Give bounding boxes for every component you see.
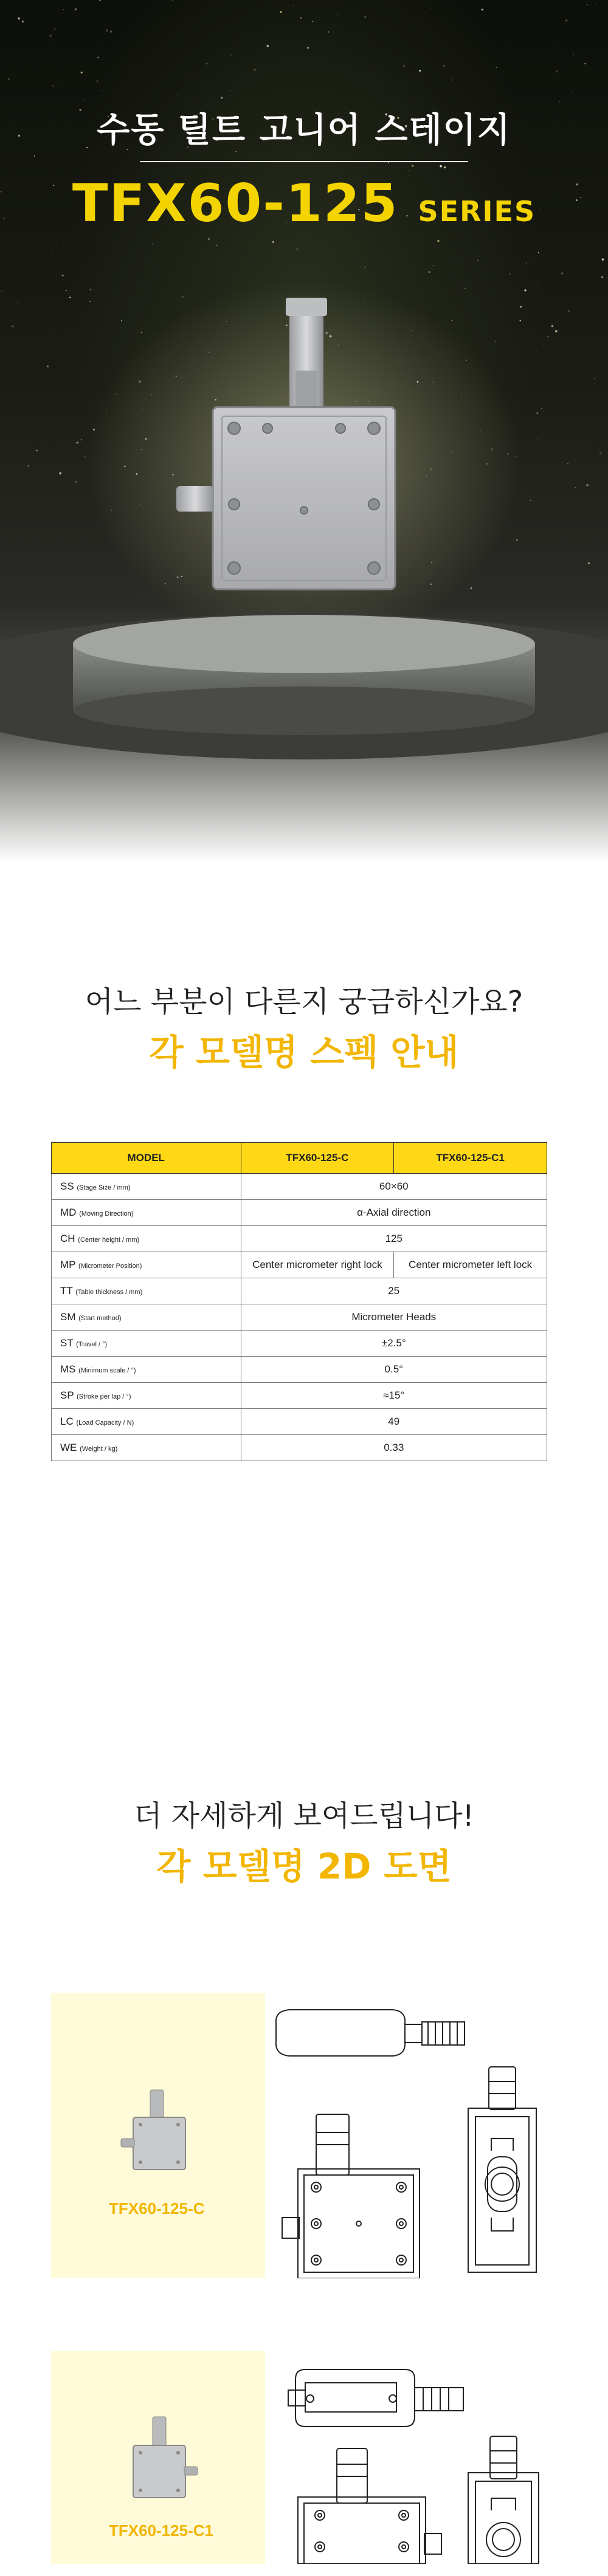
spec-desc: (Travel / °) (76, 1341, 108, 1348)
spec-row-we (52, 1435, 547, 1461)
spec-code: TT (60, 1285, 73, 1297)
spec-desc: (Moving Direction) (79, 1210, 134, 1218)
spec-row-md (52, 1200, 547, 1226)
spec-value: 49 (241, 1409, 547, 1435)
spec-label (52, 1174, 241, 1200)
spec-desc: (Load Capacity / N) (76, 1419, 134, 1427)
spec-row-ss (52, 1174, 547, 1200)
spec-label (52, 1383, 241, 1409)
hero-title: 수동 틸트 고니어 스테이지 (97, 111, 511, 150)
product-thumbnail-c (115, 2084, 206, 2187)
spec-code: ST (60, 1337, 74, 1349)
spec-label (52, 1435, 241, 1461)
spec-code: MS (60, 1363, 76, 1375)
spec-code: MD (60, 1207, 77, 1218)
hero-model-code: TFX60-125 (72, 173, 399, 234)
spec-row-lc (52, 1409, 547, 1435)
spec-label (52, 1304, 241, 1331)
spec-desc: (Weight / kg) (80, 1445, 118, 1453)
spec-value: ≈15° (241, 1383, 547, 1409)
model-label-c1: TFX60-125-C1 (109, 2521, 213, 2540)
spec-row-sm (52, 1304, 547, 1331)
spec-row-ms (52, 1357, 547, 1383)
technical-drawing-c (265, 1993, 547, 2278)
spec-heading: 각 모델명 스펙 안내 (149, 1032, 459, 1073)
spec-table (51, 1142, 547, 1461)
spec-code: WE (60, 1442, 77, 1453)
technical-drawing-c1 (265, 2351, 547, 2564)
spec-code: SP (60, 1389, 74, 1401)
model-label-c: TFX60-125-C (109, 2199, 205, 2218)
spec-row-ch (52, 1226, 547, 1252)
model-panel-c (51, 1993, 547, 2278)
spec-value: 125 (241, 1226, 547, 1252)
spec-desc: (Stage Size / mm) (77, 1184, 131, 1191)
spec-desc: (Center height / mm) (78, 1236, 140, 1244)
spec-row-sp (52, 1383, 547, 1409)
spec-code: SS (60, 1180, 74, 1192)
spec-value: 0.5° (241, 1357, 547, 1383)
spec-value: 60×60 (241, 1174, 547, 1200)
spec-label (52, 1226, 241, 1252)
drawing-sheet-c (265, 1993, 547, 2278)
spec-code: CH (60, 1233, 75, 1244)
spec-value: ±2.5° (241, 1331, 547, 1357)
spec-header-model: MODEL (52, 1143, 241, 1174)
hero-series-label: SERIES (418, 195, 536, 228)
spec-header-c: TFX60-125-C (241, 1143, 394, 1174)
hero-banner (0, 0, 608, 863)
spec-question: 어느 부분이 다른지 궁금하신가요? (85, 985, 523, 1019)
product-thumbnail-c1 (115, 2412, 206, 2515)
spec-label (52, 1357, 241, 1383)
spec-code: MP (60, 1259, 76, 1270)
spec-row-st (52, 1331, 547, 1357)
spec-label (52, 1200, 241, 1226)
product-render (0, 0, 608, 863)
spec-table-header (52, 1143, 547, 1174)
spec-desc: (Micrometer Position) (78, 1262, 142, 1270)
spec-label (52, 1409, 241, 1435)
model-panel-c1 (51, 2351, 547, 2564)
spec-desc: (Stroke per lap / °) (77, 1393, 131, 1400)
spec-value-c1: Center micrometer left lock (394, 1252, 547, 1278)
spec-label (52, 1278, 241, 1304)
spec-desc: (Start method) (78, 1315, 122, 1322)
spec-code: LC (60, 1416, 74, 1427)
drawing-heading: 각 모델명 2D 도면 (156, 1846, 452, 1887)
spec-code: SM (60, 1311, 76, 1323)
spec-desc: (Table thickness / mm) (75, 1289, 143, 1296)
spec-label (52, 1252, 241, 1278)
drawing-sheet-c1 (265, 2351, 547, 2564)
spec-table-body (52, 1174, 547, 1461)
spec-row-tt (52, 1278, 547, 1304)
spec-value: α-Axial direction (241, 1200, 547, 1226)
spec-row-mp (52, 1252, 547, 1278)
spec-desc: (Minimum scale / °) (78, 1367, 136, 1374)
spec-value: 25 (241, 1278, 547, 1304)
drawing-question: 더 자세하게 보여드립니다! (134, 1799, 474, 1833)
spec-value: Micrometer Heads (241, 1304, 547, 1331)
spec-value-c: Center micrometer right lock (241, 1252, 394, 1278)
spec-label (52, 1331, 241, 1357)
spec-value: 0.33 (241, 1435, 547, 1461)
spec-header-c1: TFX60-125-C1 (394, 1143, 547, 1174)
